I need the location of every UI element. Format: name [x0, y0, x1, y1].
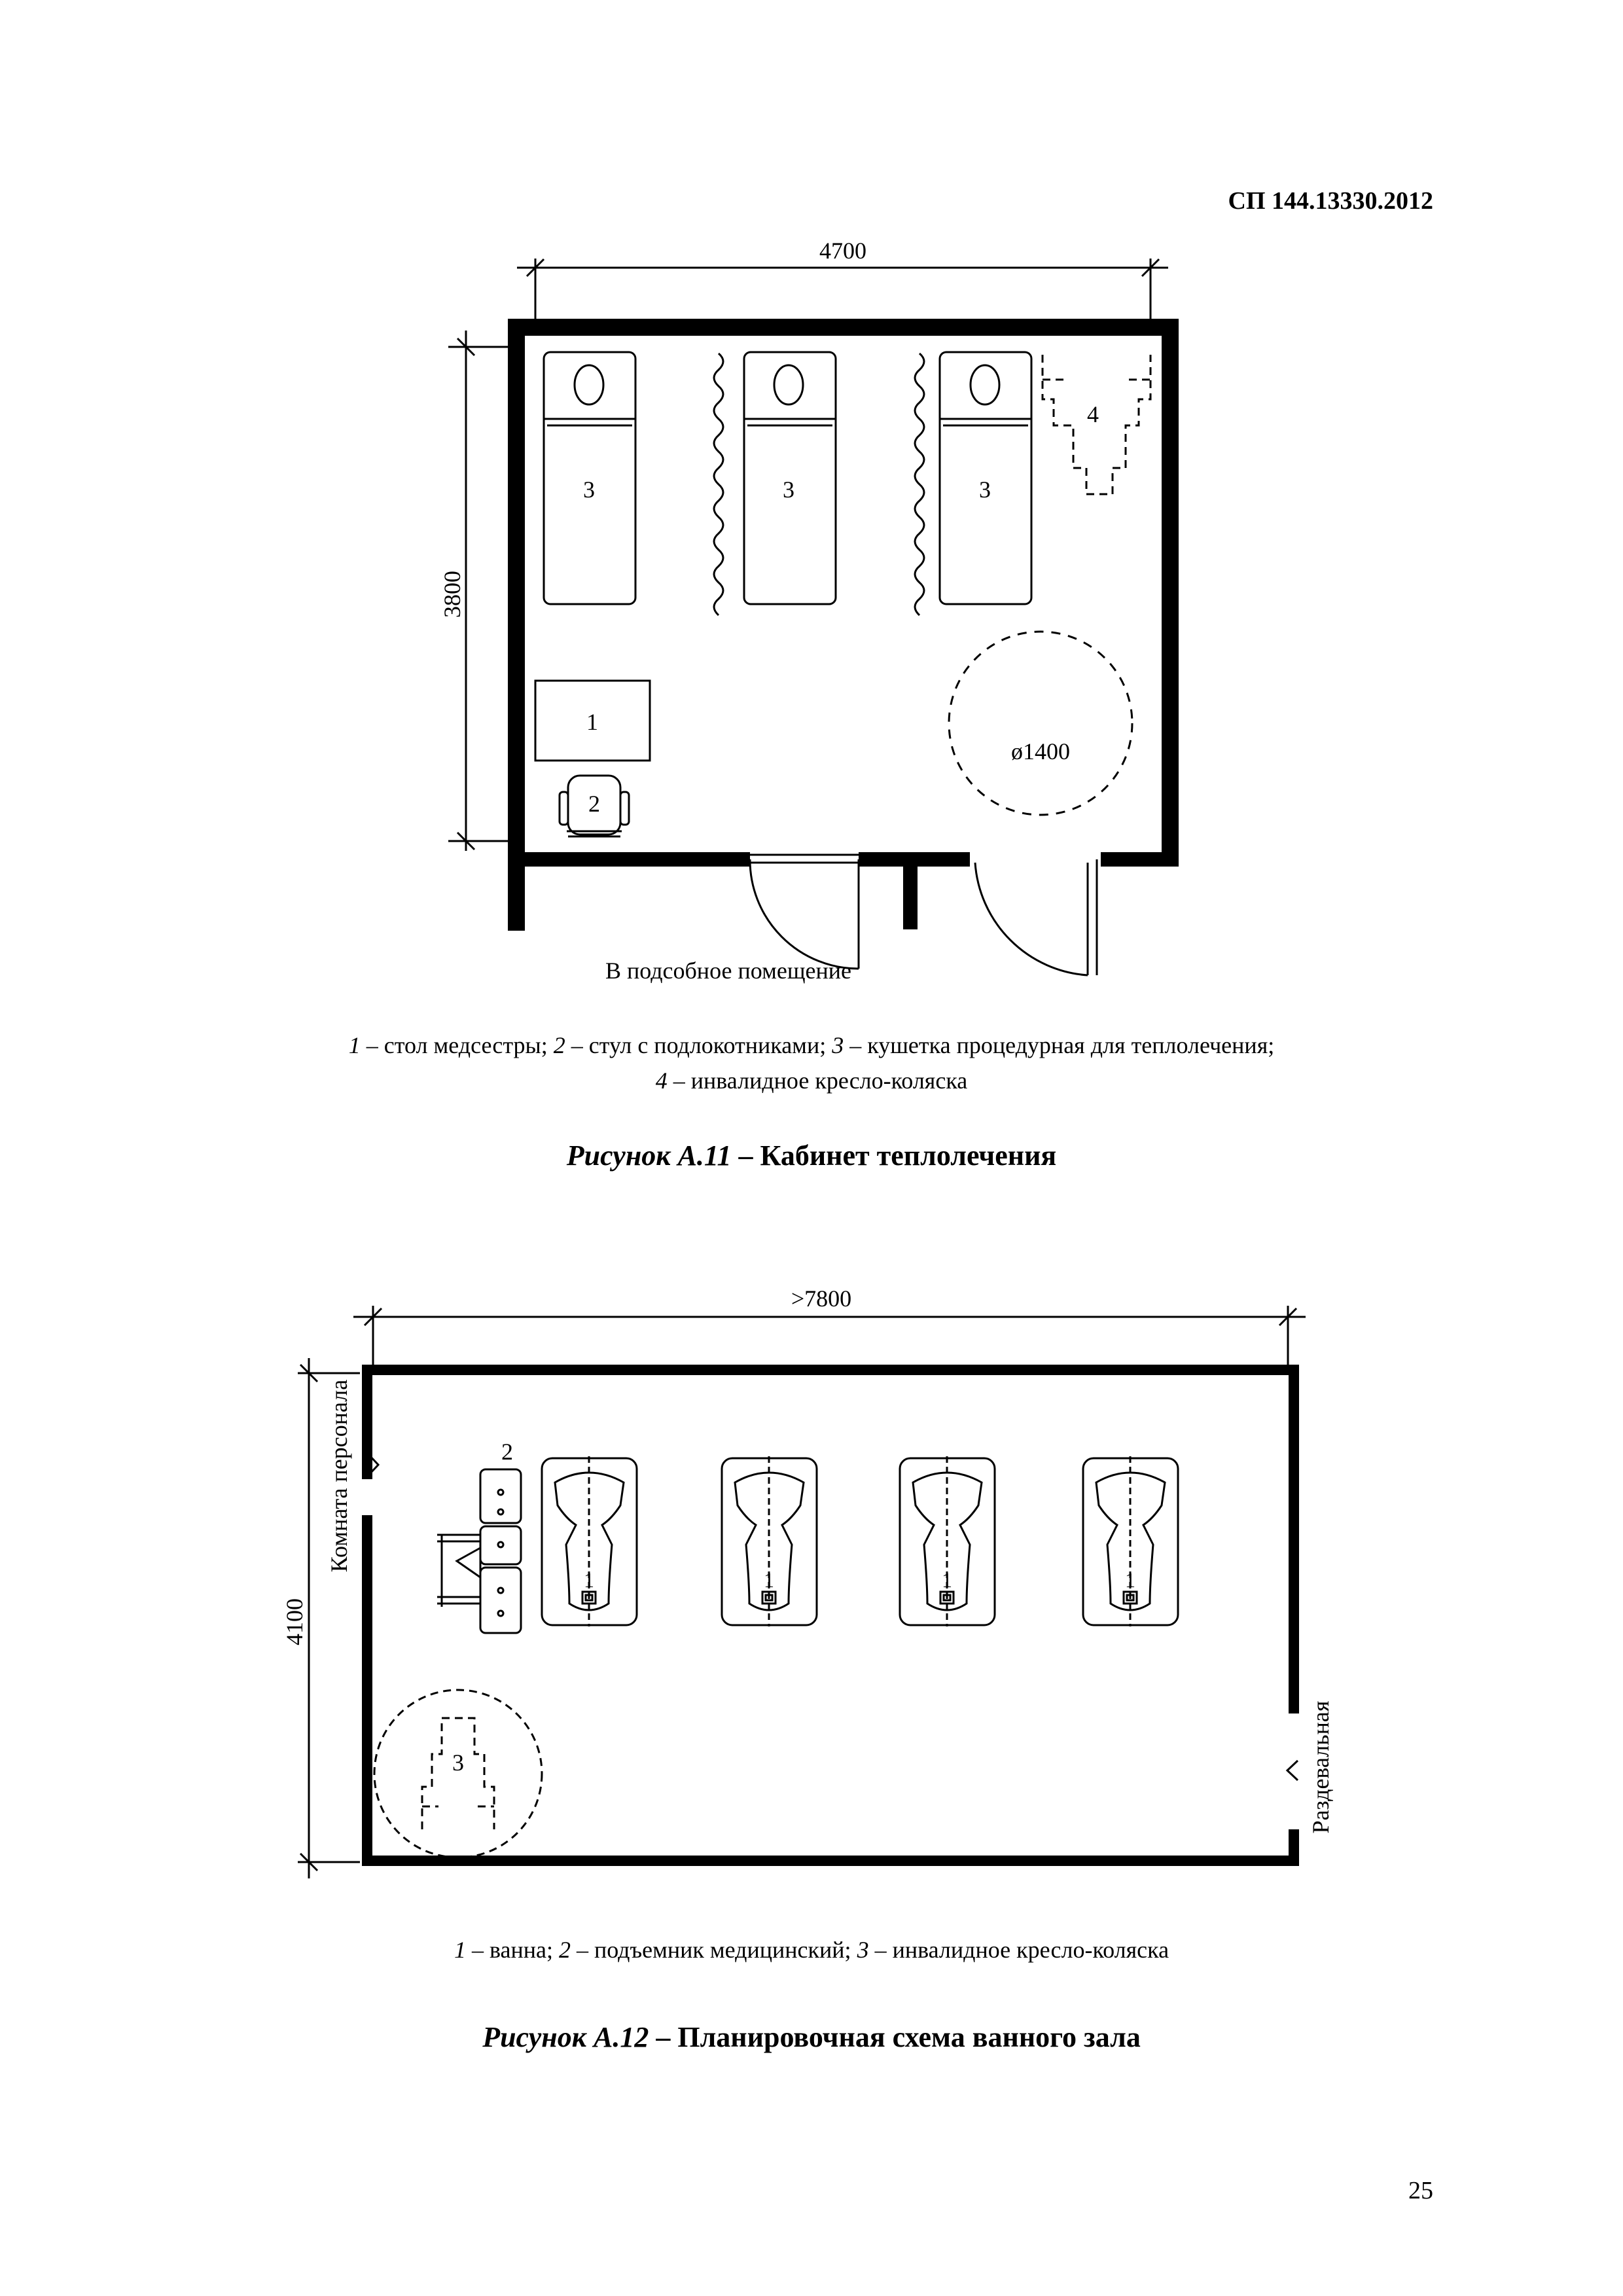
figure-a12-caption: Рисунок А.12 – Планировочная схема ванного зала — [482, 2021, 1141, 2053]
entry-arrow-right — [1287, 1761, 1298, 1780]
dim-width-a12-label: >7800 — [791, 1285, 852, 1312]
bath-1 — [542, 1456, 637, 1626]
bath-3 — [900, 1456, 995, 1626]
caption-a12-title: Планировочная схема ванного зала — [677, 2021, 1141, 2053]
caption-a11-prefix: Рисунок А.11 — [566, 1139, 732, 1172]
legend-a11-line2: 4 – инвалидное кресло-коляска — [655, 1067, 968, 1094]
bath-1-label: 1 — [584, 1568, 594, 1592]
couch-1-label: 3 — [583, 476, 595, 503]
bath-3-label: 1 — [942, 1568, 952, 1592]
couch-2-label: 3 — [783, 476, 794, 503]
nurse-desk-label: 1 — [586, 709, 598, 735]
medical-lift — [437, 1469, 521, 1633]
figure-a11-caption: Рисунок А.11 – Кабинет теплолечения — [566, 1139, 1057, 1172]
dim-width-a11-label: 4700 — [819, 238, 866, 264]
bath-2-label: 1 — [764, 1568, 774, 1592]
document-code: СП 144.13330.2012 — [1228, 187, 1433, 215]
legend-a11-line1: 1 – стол медсестры; 2 – стул с подлокотниками; 3 – кушетка процедурная для теплолечения; — [348, 1032, 1275, 1058]
turning-circle-label: ø1400 — [1011, 738, 1070, 764]
bath-2 — [722, 1456, 817, 1626]
medical-lift-label: 2 — [501, 1439, 513, 1465]
caption-a11-title: Кабинет теплолечения — [760, 1139, 1057, 1172]
caption-a12-prefix: Рисунок А.12 — [482, 2021, 649, 2053]
wheelchair-a11-label: 4 — [1087, 401, 1099, 427]
bath-4 — [1083, 1456, 1178, 1626]
left-room-label: Комната персонала — [326, 1379, 352, 1573]
dimension-width-a12 — [353, 1306, 1306, 1374]
armchair-label: 2 — [588, 791, 600, 817]
page-number: 25 — [1408, 2177, 1433, 2204]
dim-height-a11-label: 3800 — [439, 571, 465, 618]
wheelchair-a12-label: 3 — [452, 1749, 464, 1776]
dim-height-a12-label: 4100 — [281, 1598, 308, 1645]
door-note: В подсобное помещение — [605, 958, 852, 984]
legend-a12: 1 – ванна; 2 – подъемник медицинский; 3 – инвалидное кресло-коляска — [454, 1937, 1169, 1963]
couch-3-label: 3 — [979, 476, 991, 503]
right-room-label: Раздевальная — [1308, 1700, 1334, 1834]
bath-4-label: 1 — [1125, 1568, 1135, 1592]
